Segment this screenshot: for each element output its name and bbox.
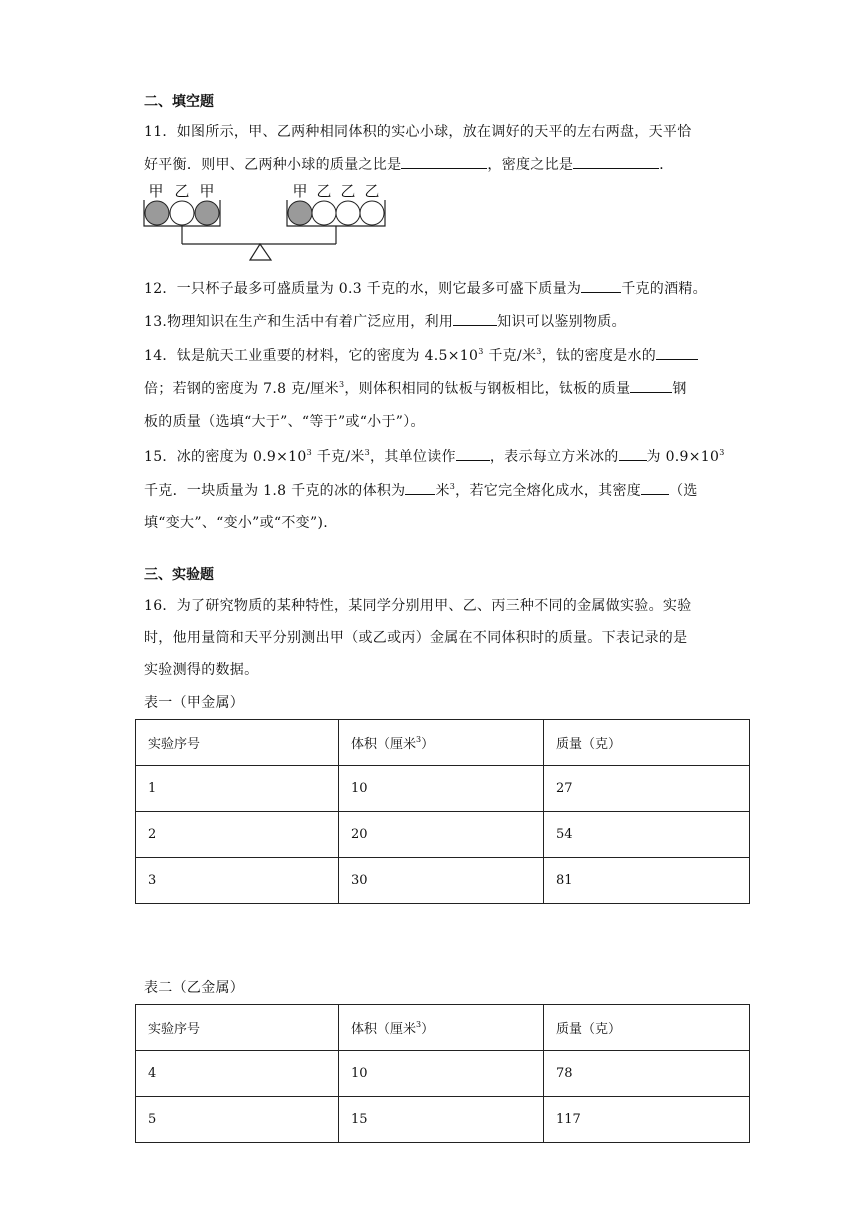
table-cell: 5 <box>136 1097 339 1143</box>
q14-sup-1: 3 <box>478 347 484 356</box>
q14-line1 <box>144 345 698 365</box>
q14-line3: 板的质量（选填“大于”、“等于”或“小于”）。 <box>144 414 425 430</box>
q14-blank-ratio[interactable] <box>656 347 698 360</box>
q15-blank-unit-reading[interactable] <box>456 448 490 461</box>
q14-line2 <box>144 378 687 398</box>
table-cell: 3 <box>136 858 339 904</box>
q11-line2 <box>144 154 674 174</box>
q15-blank-density-change[interactable] <box>641 482 669 495</box>
left-label-1: 甲 <box>148 182 164 200</box>
table-cell: 2 <box>136 812 339 858</box>
q14-sup-2: 3 <box>536 347 542 356</box>
right-label-2: 乙 <box>316 182 332 200</box>
table-cell: 54 <box>544 812 750 858</box>
q12 <box>144 278 707 298</box>
table-cell: 117 <box>544 1097 750 1143</box>
table1-header-index: 实验序号 <box>136 720 339 766</box>
q11-text-c: ． <box>659 157 674 173</box>
table-cell: 1 <box>136 766 339 812</box>
q11-blank-mass-ratio[interactable] <box>401 156 487 169</box>
left-label-2: 乙 <box>174 182 190 200</box>
table1-caption: 表一（甲金属） <box>144 695 245 711</box>
q15-line1 <box>144 446 725 466</box>
q14-sup-3: 3 <box>338 380 345 389</box>
right-ball-yi-3 <box>360 201 384 225</box>
q15-sup-4: 3 <box>449 482 456 491</box>
table-cell: 10 <box>339 766 544 812</box>
table-cell: 20 <box>339 812 544 858</box>
q15-text-h: ，若它完全熔化成水，其密度 <box>455 483 642 499</box>
q15-line2 <box>144 480 698 500</box>
right-ball-yi-2 <box>336 201 360 225</box>
left-ball-jia-1 <box>145 201 169 225</box>
section-3-heading: 三、实验题 <box>144 567 214 583</box>
table1-header-mass: 质量（克） <box>544 720 750 766</box>
right-label-4: 乙 <box>364 182 380 200</box>
table2-caption: 表二（乙金属） <box>144 980 245 996</box>
left-ball-jia-2 <box>195 201 219 225</box>
q15-text-g: 米 <box>435 483 450 499</box>
table-row <box>136 1051 750 1097</box>
q11-line1: 11．如图所示，甲、乙两种相同体积的实心小球，放在调好的天平的左右两盘，天平恰 <box>144 124 692 140</box>
table-cell: 30 <box>339 858 544 904</box>
q15-blank-volume[interactable] <box>405 482 435 495</box>
q12-text-a: 12．一只杯子最多可盛质量为 0.3 千克的水，则它最多可盛下质量为 <box>144 281 582 297</box>
q14-text-b: 千克/米 <box>483 348 537 364</box>
table-cell: 27 <box>544 766 750 812</box>
q11-text-a: 好平衡．则甲、乙两种小球的质量之比是 <box>144 157 402 173</box>
q15-text-e: 为 0.9×10 <box>646 449 720 465</box>
table2 <box>135 1004 750 1143</box>
table-cell: 15 <box>339 1097 544 1143</box>
q15-text-i: （选 <box>669 483 698 499</box>
right-label-1: 甲 <box>292 182 308 200</box>
q15-sup-3: 3 <box>719 448 725 457</box>
table1-header-volume: 体积（厘米$^3$） <box>339 720 544 766</box>
q14-blank-compare[interactable] <box>630 380 672 393</box>
table2-header-index: 实验序号 <box>136 1005 339 1051</box>
q11-text-b: ，密度之比是 <box>487 157 574 173</box>
q16-line3: 实验测得的数据。 <box>144 662 259 678</box>
table-row <box>136 720 750 766</box>
table-row <box>136 812 750 858</box>
q15-text-b: 千克/米 <box>311 449 365 465</box>
q15-sup-2: 3 <box>364 448 371 457</box>
q15-line3: 填“变大”、“变小”或“不变”). <box>144 515 328 531</box>
table-row <box>136 858 750 904</box>
q14-text-e: ，则体积相同的钛板与钢板相比，钛板的质量 <box>344 381 631 397</box>
q13-text-b: 知识可以鉴别物质。 <box>497 314 626 330</box>
right-ball-jia <box>288 201 312 225</box>
table-cell: 81 <box>544 858 750 904</box>
table2-header-mass: 质量（克） <box>544 1005 750 1051</box>
section-2-heading: 二、填空题 <box>144 94 214 110</box>
table-cell: 78 <box>544 1051 750 1097</box>
q15-sup-1: 3 <box>306 448 312 457</box>
table-cell: 10 <box>339 1051 544 1097</box>
right-ball-yi-1 <box>312 201 336 225</box>
q14-text-d: 倍；若钢的密度为 7.8 克/厘米 <box>144 381 339 397</box>
q13-text-a: 13.物理知识在生产和生活中有着广泛应用，利用 <box>144 314 454 330</box>
q15-blank-meaning[interactable] <box>619 448 647 461</box>
table-row <box>136 1097 750 1143</box>
q14-text-f: 钢 <box>672 381 687 397</box>
table1 <box>135 719 750 904</box>
table-cell: 4 <box>136 1051 339 1097</box>
table-row <box>136 766 750 812</box>
balance-diagram <box>140 180 400 266</box>
q14-text-a: 14．钛是航天工业重要的材料，它的密度为 4.5×10 <box>144 348 479 364</box>
q15-text-a: 15．冰的密度为 0.9×10 <box>144 449 307 465</box>
table2-header-volume: 体积（厘米$^3$） <box>339 1005 544 1051</box>
left-label-3: 甲 <box>199 182 215 200</box>
q15-text-c: ，其单位读作 <box>370 449 456 465</box>
q12-text-b: 千克的酒精。 <box>621 281 707 297</box>
q12-blank[interactable] <box>581 280 621 293</box>
q15-text-d: ，表示每立方米冰的 <box>489 449 619 465</box>
q14-text-c: ，钛的密度是水的 <box>541 348 657 364</box>
q16-line1: 16．为了研究物质的某种特性，某同学分别用甲、乙、丙三种不同的金属做实验。实验 <box>144 598 692 614</box>
q13 <box>144 311 626 331</box>
table-row <box>136 1005 750 1051</box>
balance-fulcrum <box>250 244 271 260</box>
q11-blank-density-ratio[interactable] <box>573 156 659 169</box>
right-label-3: 乙 <box>340 182 356 200</box>
q16-line2: 时，他用量筒和天平分别测出甲（或乙或丙）金属在不同体积时的质量。下表记录的是 <box>144 630 688 646</box>
q15-text-f: 千克．一块质量为 1.8 千克的冰的体积为 <box>144 483 406 499</box>
left-ball-yi <box>170 201 194 225</box>
q13-blank[interactable] <box>453 313 497 326</box>
